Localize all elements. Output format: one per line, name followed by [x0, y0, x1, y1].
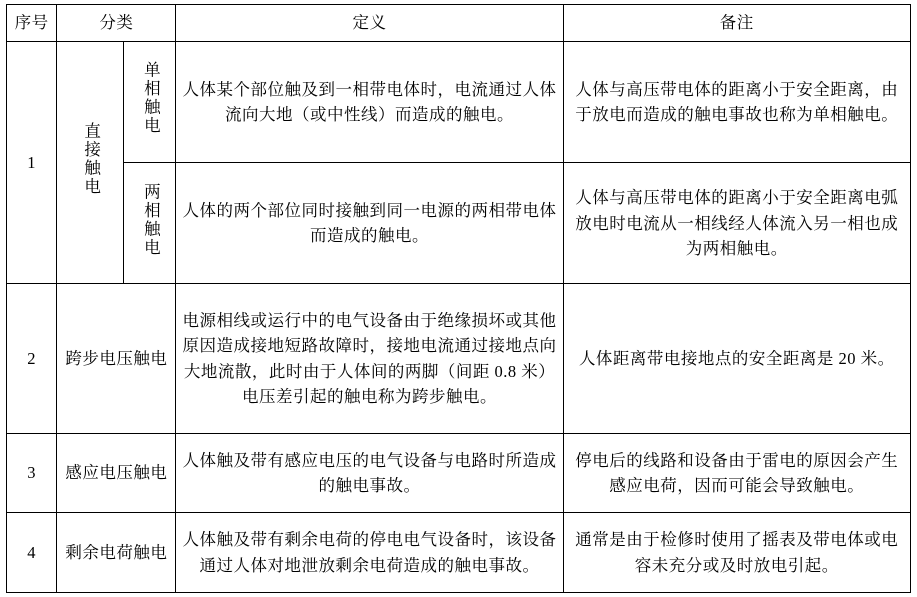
header-category: 分类 — [57, 5, 176, 42]
row-category-3: 感应电压触电 — [57, 433, 176, 513]
row-remark-1a: 人体与高压带电体的距离小于安全距离，由于放电而造成的触电事故也称为单相触电。 — [563, 42, 910, 163]
row-category-1-label: 直接触电 — [81, 121, 101, 196]
row-subcategory-1b-label: 两相触电 — [141, 182, 161, 257]
row-category-2: 跨步电压触电 — [57, 284, 176, 434]
electric-shock-classification-table — [6, 4, 911, 593]
row-subcategory-1b — [124, 163, 176, 284]
row-index-4: 4 — [7, 513, 57, 593]
row-category-4: 剩余电荷触电 — [57, 513, 176, 593]
table-row — [7, 163, 911, 284]
row-remark-3: 停电后的线路和设备由于雷电的原因会产生感应电荷，因而可能会导致触电。 — [563, 433, 910, 513]
row-subcategory-1a — [124, 42, 176, 163]
row-remark-2: 人体距离带电接地点的安全距离是 20 米。 — [563, 284, 910, 434]
row-definition-2: 电源相线或运行中的电气设备由于绝缘损坏或其他原因造成接地短路故障时，接地电流通过接地点向大地流散，此时由于人体间的两脚（间距 0.8 米）电压差引起的触电称为跨步触电。 — [176, 284, 563, 434]
row-remark-4: 通常是由于检修时使用了摇表及带电体或电容未充分或及时放电引起。 — [563, 513, 910, 593]
header-index: 序号 — [7, 5, 57, 42]
row-subcategory-1a-label: 单相触电 — [141, 61, 161, 136]
row-index-1: 1 — [7, 42, 57, 284]
table-row — [7, 433, 911, 513]
header-definition: 定义 — [176, 5, 563, 42]
row-definition-3: 人体触及带有感应电压的电气设备与电路时所造成的触电事故。 — [176, 433, 563, 513]
table-header-row — [7, 5, 911, 42]
row-remark-1b: 人体与高压带电体的距离小于安全距离电弧放电时电流从一相线经人体流入另一相也成为两相触电。 — [563, 163, 910, 284]
row-category-1 — [57, 42, 124, 284]
table-row — [7, 513, 911, 593]
row-index-2: 2 — [7, 284, 57, 434]
header-remark: 备注 — [563, 5, 910, 42]
row-definition-4: 人体触及带有剩余电荷的停电电气设备时，该设备通过人体对地泄放剩余电荷造成的触电事故。 — [176, 513, 563, 593]
row-index-3: 3 — [7, 433, 57, 513]
table-row — [7, 284, 911, 434]
table-row — [7, 42, 911, 163]
row-definition-1b: 人体的两个部位同时接触到同一电源的两相带电体而造成的触电。 — [176, 163, 563, 284]
row-definition-1a: 人体某个部位触及到一相带电体时，电流通过人体流向大地（或中性线）而造成的触电。 — [176, 42, 563, 163]
